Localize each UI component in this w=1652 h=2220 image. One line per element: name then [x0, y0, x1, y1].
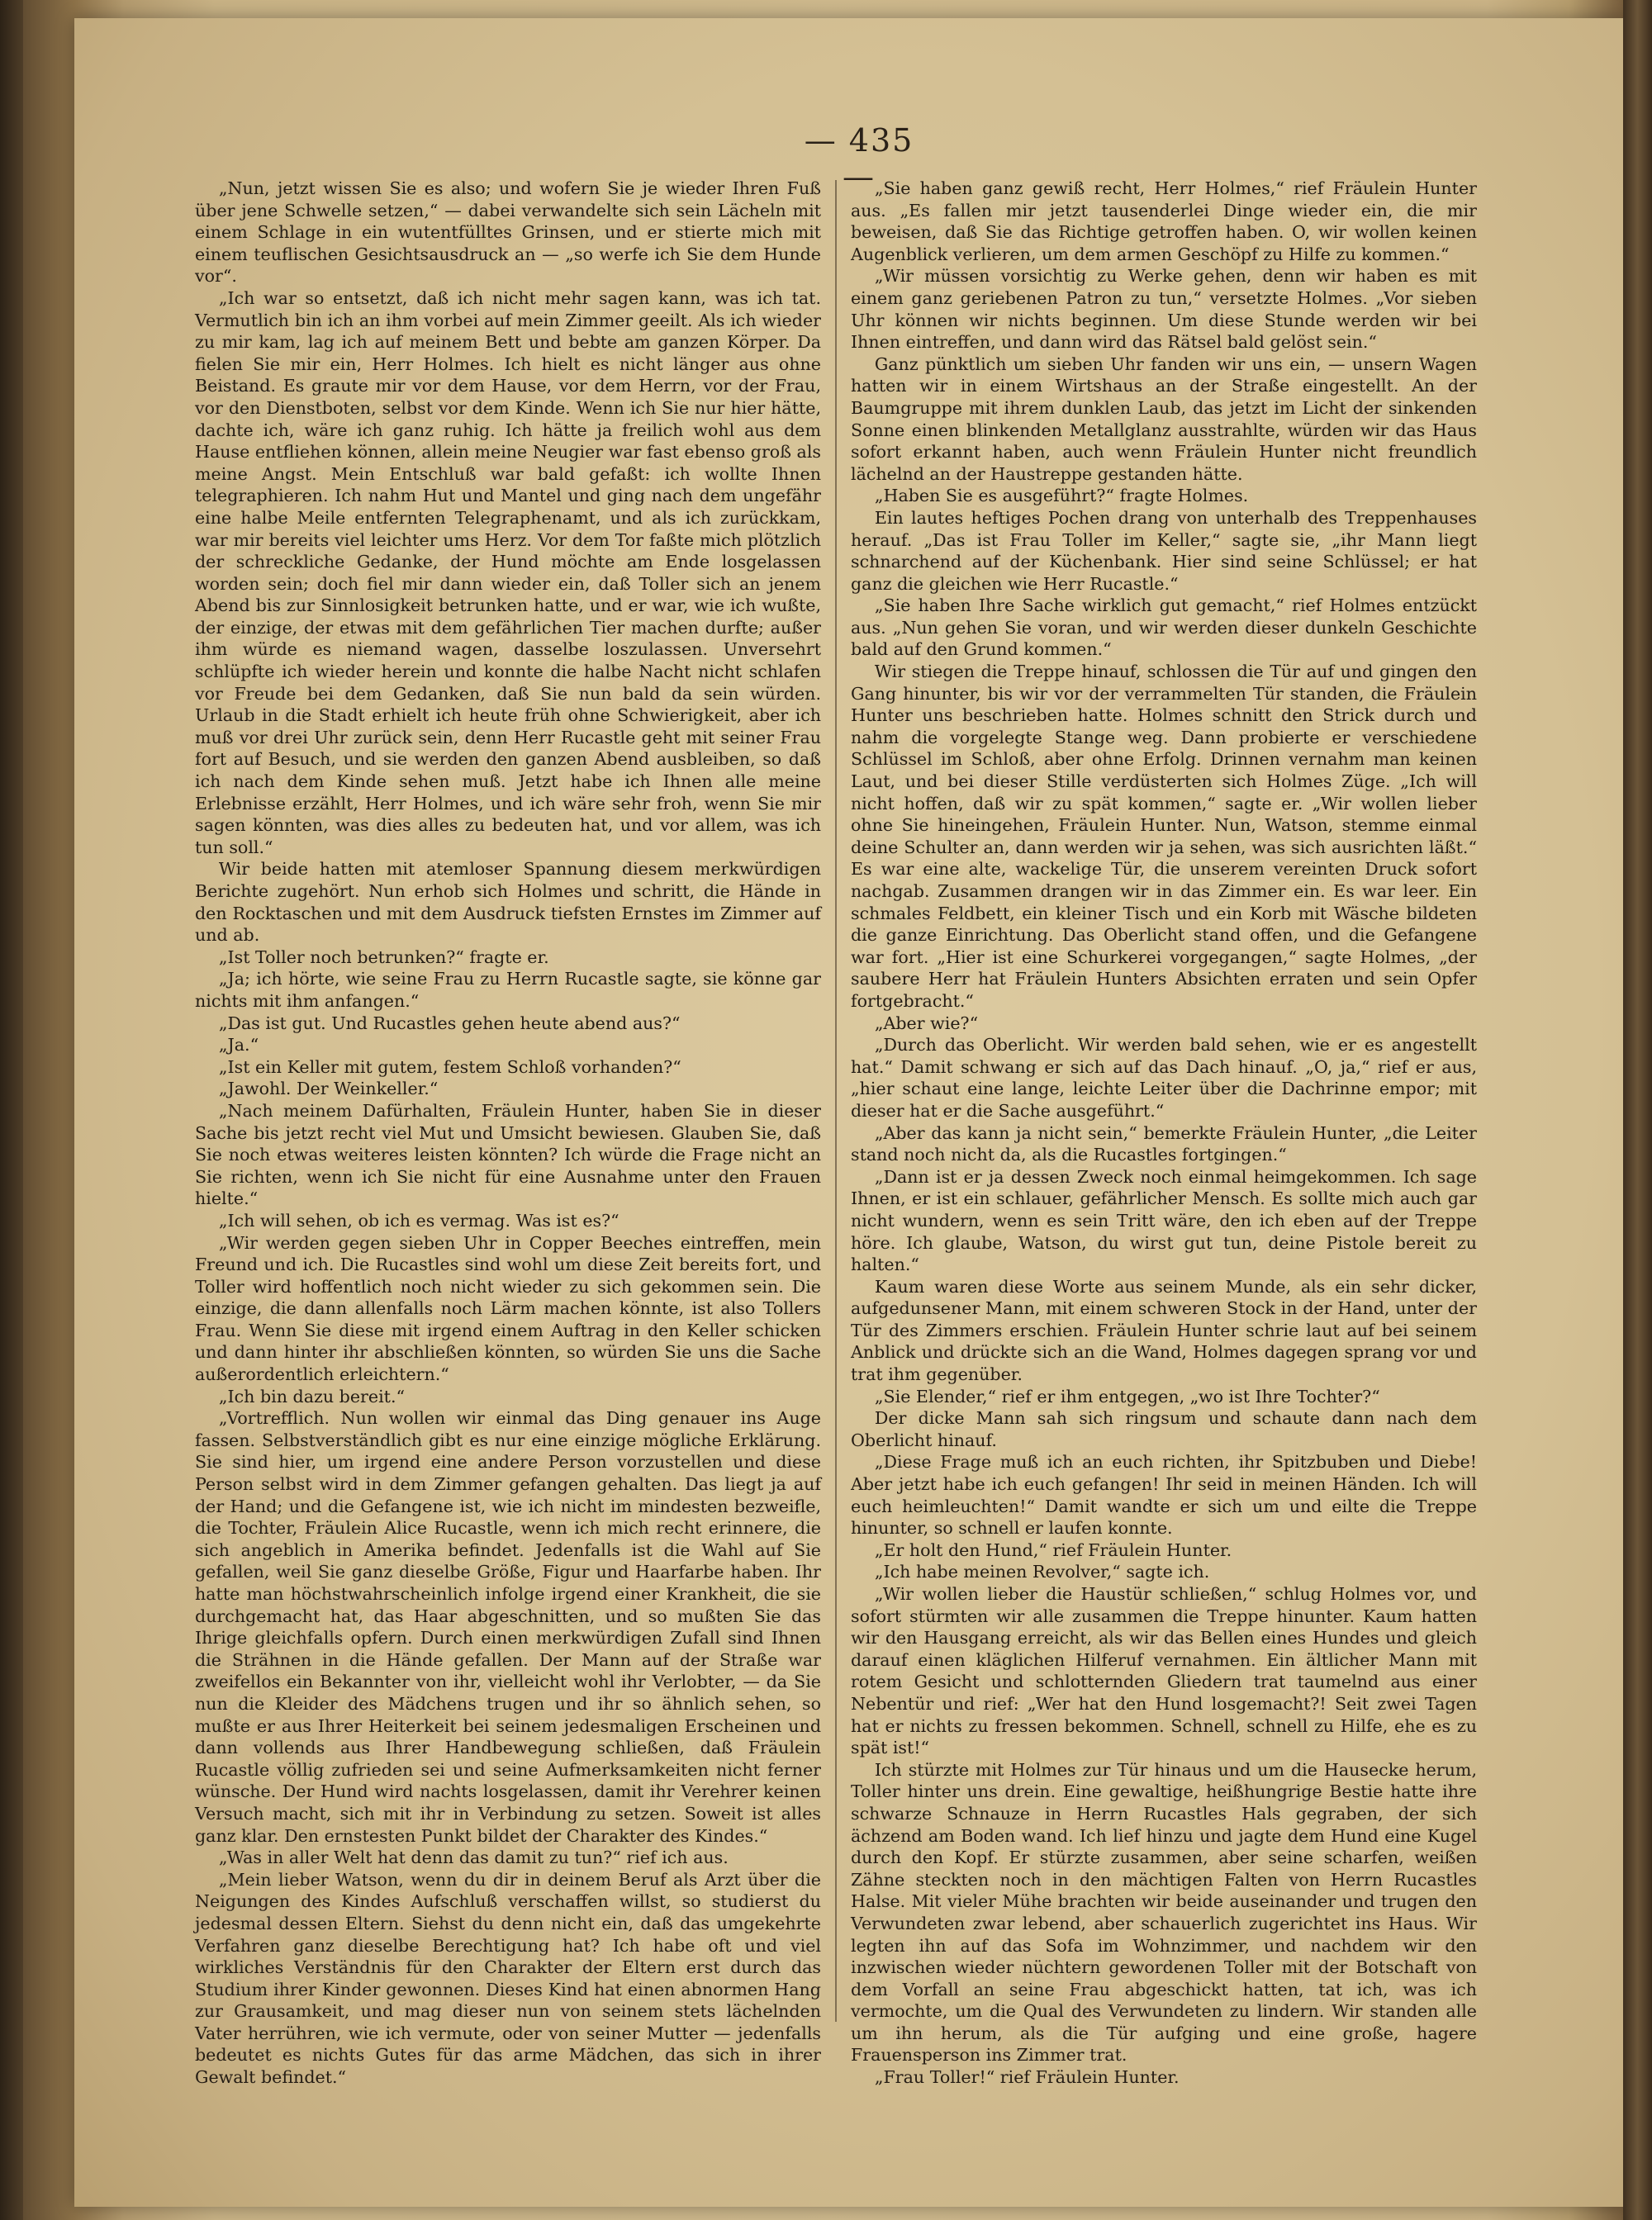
paragraph: „Ich habe meinen Revolver,“ sagte ich.: [874, 1562, 1210, 1582]
paragraph: „Sie Elender,“ rief er ihm entgegen, „wo ist Ihre Tochter?“: [874, 1386, 1380, 1406]
page-number: — 435 —: [804, 122, 914, 195]
paragraph: „Nach meinem Dafürhalten, Fräulein Hunter, haben Sie in dieser Sache bis jetzt recht viel Mut und Umsicht bewiesen. Glauben Sie, daß Sie noch etwas weiteres leisten könnten? Ich würde die Frage nicht an Sie richten, wenn ich Sie nicht für eine Ausnahme unter den Frauen hielte.“: [195, 1100, 821, 1209]
paragraph: Ich stürzte mit Holmes zur Tür hinaus und um die Hausecke herum, Toller hinter uns drein. Eine gewaltige, heißhungrige Bestie hatte ihre schwarze Schnauze in Herrn Rucastles Hals gegraben, der sich ächzend am Boden wand. Ich lief hinzu und jagte dem Hund eine Kugel durch den Kopf. Er stürzte zusammen, aber seine scharfen, weißen Zähne steckten noch in den mächtigen Falten von Herrn Rucastles Halse. Mit vieler Mühe brachten wir beide auseinander und trugen den Verwundeten zwar lebend, aber schauerlich zugerichtet ins Haus. Wir legten ihn auf das Sofa im Wohnzimmer, und nachdem wir den inzwischen wieder nüchtern gewordenen Toller mit der Botschaft von dem Vorfall an seine Frau abgeschickt hatten, tat ich, was ich vermochte, um die Qual des Verwundeten zu lindern. Wir standen alle um ihn herum, als die Tür aufging und eine große, hagere Frauensperson ins Zimmer trat.: [851, 1759, 1477, 2066]
paragraph: „Vortrefflich. Nun wollen wir einmal das Ding genauer ins Auge fassen. Selbstverständlich gibt es nur eine einzige mögliche Erklärung. Sie sind hier, um irgend eine andere Person vorzustellen und diese Person selbst wird in dem Zimmer gefangen gehalten. Das liegt ja auf der Hand; und die Gefangene ist, wie ich nicht im mindesten bezweifle, die Tochter, Fräulein Alice Rucastle, wenn ich mich recht erinnere, die sich angeblich in Amerika befindet. Jedenfalls ist die Wahl auf Sie gefallen, weil Sie ganz dieselbe Größe, Figur und Haarfarbe haben. Ihr hatte man höchstwahrscheinlich infolge irgend einer Krankheit, die sie durchgemacht hat, das Haar abgeschnitten, und so mußten Sie das Ihrige gleichfalls opfern. Durch einen merkwürdigen Zufall sind Ihnen die Strähnen in die Hände gefallen. Der Mann auf der Straße war zweifellos ein Bekannter von ihr, vielleicht wohl ihr Verlobter, — da Sie nun die Kleider des Mädchens trugen und ihr so ähnlich sehen, so mußte er aus Ihrer Heiterkeit bei seinem jedesmaligen Erscheinen und dann vollends aus Ihrer Handbewegung schließen, daß Fräulein Rucastle völlig zufrieden sei und seine Aufmerksamkeiten nicht ferner wünsche. Der Hund wird nachts losgelassen, damit ihr Verehrer keinen Versuch macht, sich mit ihr in Verbindung zu setzen. Soweit ist alles ganz klar. Den ernstesten Punkt bildet der Charakter des Kindes.“: [195, 1408, 821, 1846]
column-divider: [835, 180, 837, 2022]
paragraph: „Nun, jetzt wissen Sie es also; und wofern Sie je wieder Ihren Fuß über jene Schwelle setzen,“ — dabei verwandelte sich sein Lächeln mit einem Schlage in ein wutentfülltes Grinsen, und er stierte mich mit einem teuflischen Gesichtsausdruck an — „so werfe ich Sie dem Hunde vor“.: [195, 178, 821, 287]
paragraph: „Durch das Oberlicht. Wir werden bald sehen, wie er es angestellt hat.“ Damit schwang er sich auf das Dach hinauf. „O, ja,“ rief er aus, „hier schaut eine lange, leichte Leiter über die Dachrinne empor; mit dieser hat er die Sache ausgeführt.“: [851, 1035, 1477, 1121]
paragraph: „Ja; ich hörte, wie seine Frau zu Herrn Rucastle sagte, sie könne gar nichts mit ihm anfangen.“: [195, 969, 821, 1011]
paragraph: Ganz pünktlich um sieben Uhr fanden wir uns ein, — unsern Wagen hatten wir in einem Wirtshaus an der Straße eingestellt. An der Baumgruppe mit ihrem dunklen Laub, das jetzt im Licht der sinkenden Sonne einen blinkenden Metallglanz ausstrahlte, würden wir das Haus sofort erkannt haben, auch wenn Fräulein Hunter nicht freundlich lächelnd an der Haustreppe gestanden hätte.: [851, 353, 1477, 484]
paragraph: „Aber das kann ja nicht sein,“ bemerkte Fräulein Hunter, „die Leiter stand noch nicht da, als die Rucastles fortgingen.“: [851, 1122, 1477, 1165]
paragraph: „Ist ein Keller mit gutem, festem Schloß vorhanden?“: [218, 1056, 681, 1077]
paragraph: Wir stiegen die Treppe hinauf, schlossen die Tür auf und gingen den Gang hinunter, bis wir vor der verrammelten Tür standen, die Fräulein Hunter uns beschrieben hatte. Holmes schnitt den Strick durch und nahm die vorgelegte Stange weg. Dann probierte er verschiedene Schlüssel im Schloß, aber ohne Erfolg. Drinnen vernahm man keinen Laut, und bei dieser Stille verdüsterten sich Holmes Züge. „Ich will nicht hoffen, daß wir zu spät kommen,“ sagte er. „Wir wollen lieber ohne Sie hineingehen, Fräulein Hunter. Nun, Watson, stemme einmal deine Schulter an, dann werden wir ja sehen, was sich ausrichten läßt.“ Es war eine alte, wackelige Tür, die unserem vereinten Druck sofort nachgab. Zusammen drangen wir in das Zimmer ein. Es war leer. Ein schmales Feldbett, ein kleiner Tisch und ein Korb mit Wäsche bildeten die ganze Einrichtung. Das Oberlicht stand offen, und die Gefangene war fort. „Hier ist eine Schurkerei vorgegangen,“ sagte Holmes, „der saubere Herr hat Fräulein Hunters Absichten erraten und sein Opfer fortgebracht.“: [851, 662, 1477, 1011]
paragraph: „Ich bin dazu bereit.“: [218, 1386, 406, 1406]
right-text-column: [851, 178, 1477, 2088]
left-text-column: [195, 178, 821, 2088]
paragraph: „Ich war so entsetzt, daß ich nicht mehr sagen kann, was ich tat. Vermutlich bin ich an ihm vorbei auf mein Zimmer geeilt. Als ich wieder zu mir kam, lag ich auf meinem Bett und bebte am ganzen Körper. Da fielen Sie mir ein, Herr Holmes. Ich hielt es nicht länger aus ohne Beistand. Es graute mir vor dem Hause, vor dem Herrn, vor der Frau, vor den Dienstboten, selbst vor dem Kinde. Wenn ich Sie nur hier hätte, dachte ich, wäre ich ganz ruhig. Ich hätte ja freilich wohl aus dem Hause entfliehen können, allein meine Neugier war fast ebenso groß als meine Angst. Mein Entschluß war bald gefaßt: ich wollte Ihnen telegraphieren. Ich nahm Hut und Mantel und ging nach dem ungefähr eine halbe Meile entfernten Telegraphenamt, und als ich zurückkam, war mir bereits viel leichter ums Herz. Vor dem Tor faßte mich plötzlich der schreckliche Gedanke, der Hund möchte am Ende losgelassen worden sein; doch fiel mir dann wieder ein, daß Toller sich an jenem Abend bis zur Sinnlosigkeit betrunken hatte, und er war, wie ich wußte, der einzige, der etwas mit dem gefährlichen Tier machen durfte; außer ihm würde es niemand wagen, dasselbe loszulassen. Unversehrt schlüpfte ich wieder herein und konnte die halbe Nacht nicht schlafen vor Freude bei dem Gedanken, daß Sie nun bald da sein würden. Urlaub in die Stadt erhielt ich heute früh ohne Schwierigkeit, aber ich muß vor drei Uhr zurück sein, denn Herr Rucastle geht mit seiner Frau fort auf Besuch, und sie werden den ganzen Abend ausbleiben, so daß ich nach dem Kinde sehen muß. Jetzt habe ich Ihnen alle meine Erlebnisse erzählt, Herr Holmes, und ich wäre sehr froh, wenn Sie mir sagen könnten, was dies alles zu bedeuten hat, und vor allem, was ich tun soll.“: [195, 287, 821, 857]
paragraph: „Sie haben Ihre Sache wirklich gut gemacht,“ rief Holmes entzückt aus. „Nun gehen Sie voran, und wir werden dieser dunkeln Geschichte bald auf den Grund kommen.“: [851, 595, 1477, 660]
paragraph: „Haben Sie es ausgeführt?“ fragte Holmes.: [874, 486, 1249, 506]
paragraph: „Sie haben ganz gewiß recht, Herr Holmes,“ rief Fräulein Hunter aus. „Es fallen mir jetzt tausenderlei Dinge wieder ein, die mir beweisen, daß Sie das Richtige getroffen haben. O, wir wollen keinen Augenblick verlieren, um dem armen Geschöpf zu Hilfe zu kommen.“: [851, 178, 1477, 264]
paragraph: Ein lautes heftiges Pochen drang von unterhalb des Treppenhauses herauf. „Das ist Frau Toller im Keller,“ sagte sie, „ihr Mann liegt schnarchend auf der Küchenbank. Hier sind seine Schlüssel; er hat ganz die gleichen wie Herr Rucastle.“: [851, 507, 1477, 594]
paragraph: „Wir werden gegen sieben Uhr in Copper Beeches eintreffen, mein Freund und ich. Die Rucastles sind wohl um diese Zeit bereits fort, und Toller wird hoffentlich noch nicht wieder zu sich gekommen sein. Die einzige, die dann allenfalls noch Lärm machen könnte, ist also Tollers Frau. Wenn Sie diese mit irgend einem Auftrag in den Keller schicken und dann hinter ihr abschließen könnten, so würden Sie uns die Sache außerordentlich erleichtern.“: [195, 1232, 821, 1385]
paragraph: „Ja.“: [218, 1035, 259, 1055]
paragraph: „Wir wollen lieber die Haustür schließen,“ schlug Holmes vor, und sofort stürmten wir alle zusammen die Treppe hinunter. Kaum hatten wir den Hausgang erreicht, als wir das Bellen eines Hundes und gleich darauf einen kläglichen Hilferuf vernahmen. Ein ältlicher Mann mit rotem Gesicht und schlotternden Gliedern trat taumelnd aus einer Nebentür und rief: „Wer hat den Hund losgemacht?! Seit zwei Tagen hat er nichts zu fressen bekommen. Schnell, schnell zu Hilfe, ehe es zu spät ist!“: [851, 1584, 1477, 1758]
page-edge: [1623, 0, 1652, 2220]
paragraph: Der dicke Mann sah sich ringsum und schaute dann nach dem Oberlicht hinauf.: [851, 1408, 1477, 1450]
paragraph: Wir beide hatten mit atemloser Spannung diesem merkwürdigen Berichte zugehört. Nun erhob sich Holmes und schritt, die Hände in den Rocktaschen und mit dem Ausdruck tiefsten Ernstes im Zimmer auf und ab.: [195, 859, 821, 946]
paragraph: „Diese Frage muß ich an euch richten, ihr Spitzbuben und Diebe! Aber jetzt habe ich euch gefangen! Ihr seid in meinen Händen. Ich will euch heimleuchten!“ Damit wandte er sich um und eilte die Treppe hinunter, so schnell er laufen konnte.: [851, 1452, 1477, 1539]
paragraph: „Das ist gut. Und Rucastles gehen heute abend aus?“: [218, 1013, 681, 1033]
paragraph: „Dann ist er ja dessen Zweck noch einmal heimgekommen. Ich sage Ihnen, er ist ein schlauer, gefährlicher Mensch. Es sollte mich auch gar nicht wundern, wenn es sein Tritt wäre, den ich eben auf der Treppe höre. Ich glaube, Watson, du wirst gut tun, deine Pistole bereit zu halten.“: [851, 1166, 1477, 1275]
paragraph: „Ist Toller noch betrunken?“ fragte er.: [218, 946, 549, 967]
paragraph: „Ich will sehen, ob ich es vermag. Was ist es?“: [218, 1210, 620, 1231]
book-spine: [0, 0, 23, 2220]
paragraph: „Wir müssen vorsichtig zu Werke gehen, denn wir haben es mit einem ganz geriebenen Patron zu tun,“ versetzte Holmes. „Vor sieben Uhr können wir nichts beginnen. Um diese Stunde werden wir bei Ihnen eintreffen, und dann wird das Rätsel bald gelöst sein.“: [851, 266, 1477, 353]
paragraph: „Aber wie?“: [874, 1013, 979, 1033]
paragraph: „Mein lieber Watson, wenn du dir in deinem Beruf als Arzt über die Neigungen des Kindes Aufschluß verschaffen willst, so studierst du jedesmal dessen Eltern. Siehst du denn nicht ein, daß das umgekehrte Verfahren ganz dieselbe Berechtigung hat? Ich habe oft und viel wirkliches Verständnis für den Charakter der Eltern erst durch das Studium ihrer Kinder gewonnen. Dieses Kind hat einen abnormen Hang zur Grausamkeit, und mag dieser nun von seinem stets lächelnden Vater herrühren, wie ich vermute, oder von seiner Mutter — jedenfalls bedeutet es nichts Gutes für das arme Mädchen, das sich in ihrer Gewalt befindet.“: [195, 1869, 821, 2088]
paragraph: „Was in aller Welt hat denn das damit zu tun?“ rief ich aus.: [218, 1848, 729, 1868]
paragraph: „Jawohl. Der Weinkeller.“: [218, 1079, 439, 1099]
paragraph: Kaum waren diese Worte aus seinem Munde, als ein sehr dicker, aufgedunsener Mann, mit einem schweren Stock in der Hand, unter der Tür des Zimmers erschien. Fräulein Hunter schrie laut auf bei seinem Anblick und drückte sich an die Wand, Holmes dagegen sprang vor und trat ihm gegenüber.: [851, 1276, 1477, 1385]
paragraph: „Frau Toller!“ rief Fräulein Hunter.: [874, 2067, 1180, 2088]
paragraph: „Er holt den Hund,“ rief Fräulein Hunter.: [874, 1539, 1232, 1560]
